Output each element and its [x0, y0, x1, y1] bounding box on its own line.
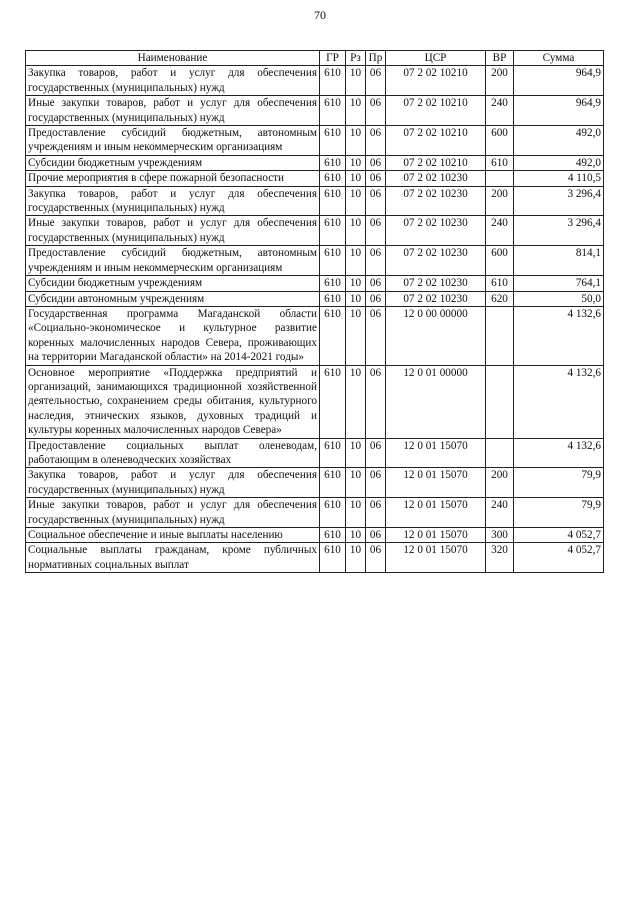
row-sum: 4 110,5 — [514, 171, 604, 186]
table-row — [26, 365, 604, 438]
row-gr: 610 — [320, 155, 346, 170]
row-gr: 610 — [320, 216, 346, 246]
row-csr: 12 0 01 00000 — [386, 365, 486, 438]
row-vr: 610 — [486, 276, 514, 291]
row-rz: 10 — [346, 171, 366, 186]
header-rz: Рз — [346, 51, 366, 66]
row-gr: 610 — [320, 126, 346, 156]
row-vr: 620 — [486, 291, 514, 306]
row-csr: 12 0 01 15070 — [386, 468, 486, 498]
row-pr: 06 — [366, 528, 386, 543]
row-sum: 4 052,7 — [514, 528, 604, 543]
row-vr: 600 — [486, 126, 514, 156]
row-name: Иные закупки товаров, работ и услуг для обеспечения государственных (муниципальных) нужд — [26, 96, 320, 126]
row-name: Социальное обеспечение и иные выплаты населению — [26, 528, 320, 543]
row-name: Прочие мероприятия в сфере пожарной безопасности — [26, 171, 320, 186]
page-number: 70 — [314, 8, 326, 22]
row-name: Предоставление социальных выплат оленеводам, работающим в оленеводческих хозяйствах — [26, 438, 320, 468]
row-pr: 06 — [366, 468, 386, 498]
row-name: Субсидии бюджетным учреждениям — [26, 155, 320, 170]
row-pr: 06 — [366, 498, 386, 528]
table-row — [26, 498, 604, 528]
row-gr: 610 — [320, 543, 346, 573]
row-csr: 07 2 02 10210 — [386, 96, 486, 126]
row-vr — [486, 438, 514, 468]
row-gr: 610 — [320, 186, 346, 216]
row-sum: 50,0 — [514, 291, 604, 306]
row-name: Предоставление субсидий бюджетным, автономным учреждениям и иным некоммерческим организациям — [26, 126, 320, 156]
table-row — [26, 276, 604, 291]
header-csr: ЦСР — [386, 51, 486, 66]
row-csr: 07 2 02 10210 — [386, 126, 486, 156]
table-header-row — [26, 51, 604, 66]
row-rz: 10 — [346, 498, 366, 528]
row-name: Закупка товаров, работ и услуг для обеспечения государственных (муниципальных) нужд — [26, 468, 320, 498]
row-csr: 12 0 01 15070 — [386, 438, 486, 468]
row-rz: 10 — [346, 276, 366, 291]
row-pr: 06 — [366, 155, 386, 170]
row-pr: 06 — [366, 171, 386, 186]
row-sum: 3 296,4 — [514, 186, 604, 216]
table-row — [26, 438, 604, 468]
row-gr: 610 — [320, 438, 346, 468]
row-rz: 10 — [346, 528, 366, 543]
row-pr: 06 — [366, 543, 386, 573]
row-sum: 492,0 — [514, 126, 604, 156]
row-name: Предоставление субсидий бюджетным, автономным учреждениям и иным некоммерческим организациям — [26, 246, 320, 276]
row-name: Закупка товаров, работ и услуг для обеспечения государственных (муниципальных) нужд — [26, 186, 320, 216]
row-sum: 4 132,6 — [514, 306, 604, 365]
row-pr: 06 — [366, 276, 386, 291]
row-pr: 06 — [366, 96, 386, 126]
row-gr: 610 — [320, 498, 346, 528]
row-csr: 07 2 02 10210 — [386, 66, 486, 96]
row-pr: 06 — [366, 306, 386, 365]
row-name: Субсидии бюджетным учреждениям — [26, 276, 320, 291]
row-rz: 10 — [346, 186, 366, 216]
row-pr: 06 — [366, 246, 386, 276]
row-csr: 07 2 02 10230 — [386, 171, 486, 186]
row-rz: 10 — [346, 306, 366, 365]
row-vr: 200 — [486, 186, 514, 216]
row-vr: 200 — [486, 66, 514, 96]
row-vr — [486, 306, 514, 365]
table-row — [26, 171, 604, 186]
row-csr: 12 0 01 15070 — [386, 498, 486, 528]
header-vr: ВР — [486, 51, 514, 66]
row-rz: 10 — [346, 468, 366, 498]
row-csr: 12 0 00 00000 — [386, 306, 486, 365]
row-name: Иные закупки товаров, работ и услуг для обеспечения государственных (муниципальных) нужд — [26, 498, 320, 528]
row-csr: 07 2 02 10230 — [386, 291, 486, 306]
row-gr: 610 — [320, 365, 346, 438]
table-row — [26, 186, 604, 216]
row-csr: 12 0 01 15070 — [386, 543, 486, 573]
row-gr: 610 — [320, 96, 346, 126]
row-csr: 12 0 01 15070 — [386, 528, 486, 543]
row-pr: 06 — [366, 66, 386, 96]
table-row — [26, 306, 604, 365]
row-sum: 4 052,7 — [514, 543, 604, 573]
row-gr: 610 — [320, 528, 346, 543]
row-pr: 06 — [366, 126, 386, 156]
table-row — [26, 246, 604, 276]
row-name: Закупка товаров, работ и услуг для обеспечения государственных (муниципальных) нужд — [26, 66, 320, 96]
row-name: Государственная программа Магаданской области «Социально-экономическое и культурное развитие коренных малочисленных народов Севера, проживающих на территории Магаданской области» на 2014-2021 годы» — [26, 306, 320, 365]
row-vr: 240 — [486, 498, 514, 528]
row-sum: 964,9 — [514, 66, 604, 96]
row-gr: 610 — [320, 276, 346, 291]
row-vr: 300 — [486, 528, 514, 543]
row-vr — [486, 365, 514, 438]
row-name: Субсидии автономным учреждениям — [26, 291, 320, 306]
row-gr: 610 — [320, 171, 346, 186]
table-row — [26, 543, 604, 573]
row-gr: 610 — [320, 291, 346, 306]
row-csr: 07 2 02 10230 — [386, 186, 486, 216]
row-sum: 814,1 — [514, 246, 604, 276]
row-rz: 10 — [346, 96, 366, 126]
row-rz: 10 — [346, 543, 366, 573]
row-pr: 06 — [366, 365, 386, 438]
row-sum: 764,1 — [514, 276, 604, 291]
table-row — [26, 468, 604, 498]
row-gr: 610 — [320, 468, 346, 498]
table-row — [26, 66, 604, 96]
row-pr: 06 — [366, 186, 386, 216]
header-sum: Сумма — [514, 51, 604, 66]
row-rz: 10 — [346, 66, 366, 96]
row-vr — [486, 171, 514, 186]
row-vr: 200 — [486, 468, 514, 498]
table-row — [26, 96, 604, 126]
row-rz: 10 — [346, 246, 366, 276]
row-vr: 240 — [486, 96, 514, 126]
row-name: Социальные выплаты гражданам, кроме публичных нормативных социальных выплат — [26, 543, 320, 573]
header-pr: Пр — [366, 51, 386, 66]
row-csr: 07 2 02 10230 — [386, 216, 486, 246]
row-csr: 07 2 02 10230 — [386, 276, 486, 291]
row-sum: 79,9 — [514, 498, 604, 528]
row-rz: 10 — [346, 155, 366, 170]
row-rz: 10 — [346, 216, 366, 246]
row-pr: 06 — [366, 438, 386, 468]
row-vr: 600 — [486, 246, 514, 276]
header-name: Наименование — [26, 51, 320, 66]
row-csr: 07 2 02 10230 — [386, 246, 486, 276]
row-sum: 4 132,6 — [514, 365, 604, 438]
row-rz: 10 — [346, 291, 366, 306]
table-row — [26, 528, 604, 543]
row-rz: 10 — [346, 126, 366, 156]
row-vr: 240 — [486, 216, 514, 246]
table-row — [26, 126, 604, 156]
row-name: Основное мероприятие «Поддержка предприятий и организаций, занимающихся традиционной хозяйственной деятельностью, сохранением среды обитания, культурного наследия, этнических языков, духовных традиций и культуры коренных малочисленных народов Севера» — [26, 365, 320, 438]
row-rz: 10 — [346, 438, 366, 468]
table-row — [26, 155, 604, 170]
budget-table — [25, 50, 604, 573]
row-pr: 06 — [366, 216, 386, 246]
row-sum: 3 296,4 — [514, 216, 604, 246]
header-gr: ГР — [320, 51, 346, 66]
row-gr: 610 — [320, 66, 346, 96]
table-row — [26, 216, 604, 246]
row-name: Иные закупки товаров, работ и услуг для обеспечения государственных (муниципальных) нужд — [26, 216, 320, 246]
row-vr: 610 — [486, 155, 514, 170]
row-gr: 610 — [320, 246, 346, 276]
row-sum: 964,9 — [514, 96, 604, 126]
row-sum: 492,0 — [514, 155, 604, 170]
row-sum: 4 132,6 — [514, 438, 604, 468]
row-vr: 320 — [486, 543, 514, 573]
row-csr: 07 2 02 10210 — [386, 155, 486, 170]
row-sum: 79,9 — [514, 468, 604, 498]
row-pr: 06 — [366, 291, 386, 306]
table-row — [26, 291, 604, 306]
row-rz: 10 — [346, 365, 366, 438]
row-gr: 610 — [320, 306, 346, 365]
